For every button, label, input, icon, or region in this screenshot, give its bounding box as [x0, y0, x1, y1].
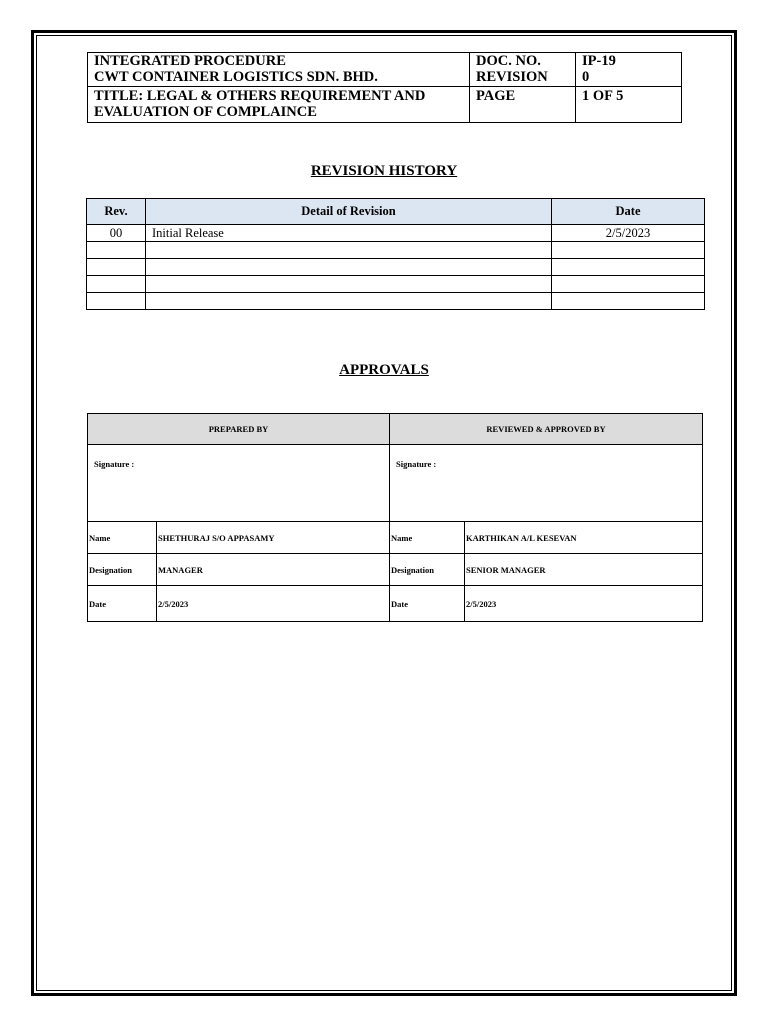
- reviewed-approved-by-header: REVIEWED & APPROVED BY: [390, 414, 703, 445]
- detail-cell: [146, 293, 552, 310]
- reviewed-name-value: KARTHIKAN A/L KESEVAN: [465, 522, 703, 554]
- prepared-name-value: SHETHURAJ S/O APPASAMY: [157, 522, 390, 554]
- document-title-line1: TITLE: LEGAL & OTHERS REQUIREMENT AND: [94, 88, 426, 105]
- document-title-line2: EVALUATION OF COMPLAINCE: [94, 104, 317, 121]
- rev-cell: [87, 293, 146, 310]
- header-labels-cell: [470, 53, 576, 87]
- header-company-cell: [88, 53, 470, 87]
- date-cell: [552, 242, 705, 259]
- rev-column-header: Rev.: [87, 199, 146, 225]
- header-title-cell: [88, 87, 470, 123]
- reviewed-signature-field: Signature :: [390, 445, 703, 522]
- rev-cell: [87, 276, 146, 293]
- detail-column-header: Detail of Revision: [146, 199, 552, 225]
- doc-no-label: DOC. NO.: [476, 53, 541, 69]
- revision-value: 0: [582, 69, 590, 85]
- revision-label: REVISION: [476, 69, 548, 85]
- revision-history-table: [86, 198, 705, 310]
- prepared-by-header: PREPARED BY: [88, 414, 390, 445]
- table-row: [87, 242, 705, 259]
- detail-cell: [146, 259, 552, 276]
- rev-cell: [87, 259, 146, 276]
- date-cell: [552, 259, 705, 276]
- date-column-header: Date: [552, 199, 705, 225]
- header-company-name: CWT CONTAINER LOGISTICS SDN. BHD.: [94, 69, 378, 85]
- document-header-table: [87, 52, 682, 123]
- page-label: PAGE: [470, 87, 576, 123]
- reviewed-designation-value: SENIOR MANAGER: [465, 554, 703, 586]
- date-cell: [552, 293, 705, 310]
- date-cell: [552, 276, 705, 293]
- prepared-designation-label: Designation: [88, 554, 157, 586]
- table-row: [87, 225, 705, 242]
- reviewed-name-label: Name: [390, 522, 465, 554]
- approvals-title: APPROVALS: [339, 362, 429, 378]
- date-cell: 2/5/2023: [552, 225, 705, 242]
- table-row: [87, 293, 705, 310]
- reviewed-date-value: 2/5/2023: [465, 586, 703, 622]
- detail-cell: [146, 276, 552, 293]
- header-procedure-type: INTEGRATED PROCEDURE: [94, 53, 286, 69]
- reviewed-designation-label: Designation: [390, 554, 465, 586]
- detail-cell: [146, 242, 552, 259]
- reviewed-date-label: Date: [390, 586, 465, 622]
- prepared-designation-value: MANAGER: [157, 554, 390, 586]
- detail-cell: Initial Release: [146, 225, 552, 242]
- header-values-cell: [576, 53, 682, 87]
- prepared-name-label: Name: [88, 522, 157, 554]
- prepared-signature-field: Signature :: [88, 445, 390, 522]
- approvals-table: [87, 413, 703, 622]
- prepared-date-value: 2/5/2023: [157, 586, 390, 622]
- table-row: [87, 276, 705, 293]
- revision-history-title: REVISION HISTORY: [310, 163, 458, 179]
- rev-cell: 00: [87, 225, 146, 242]
- rev-cell: [87, 242, 146, 259]
- doc-no-value: IP-19: [582, 53, 616, 69]
- table-row: [87, 259, 705, 276]
- prepared-date-label: Date: [88, 586, 157, 622]
- page-value: 1 OF 5: [576, 87, 682, 123]
